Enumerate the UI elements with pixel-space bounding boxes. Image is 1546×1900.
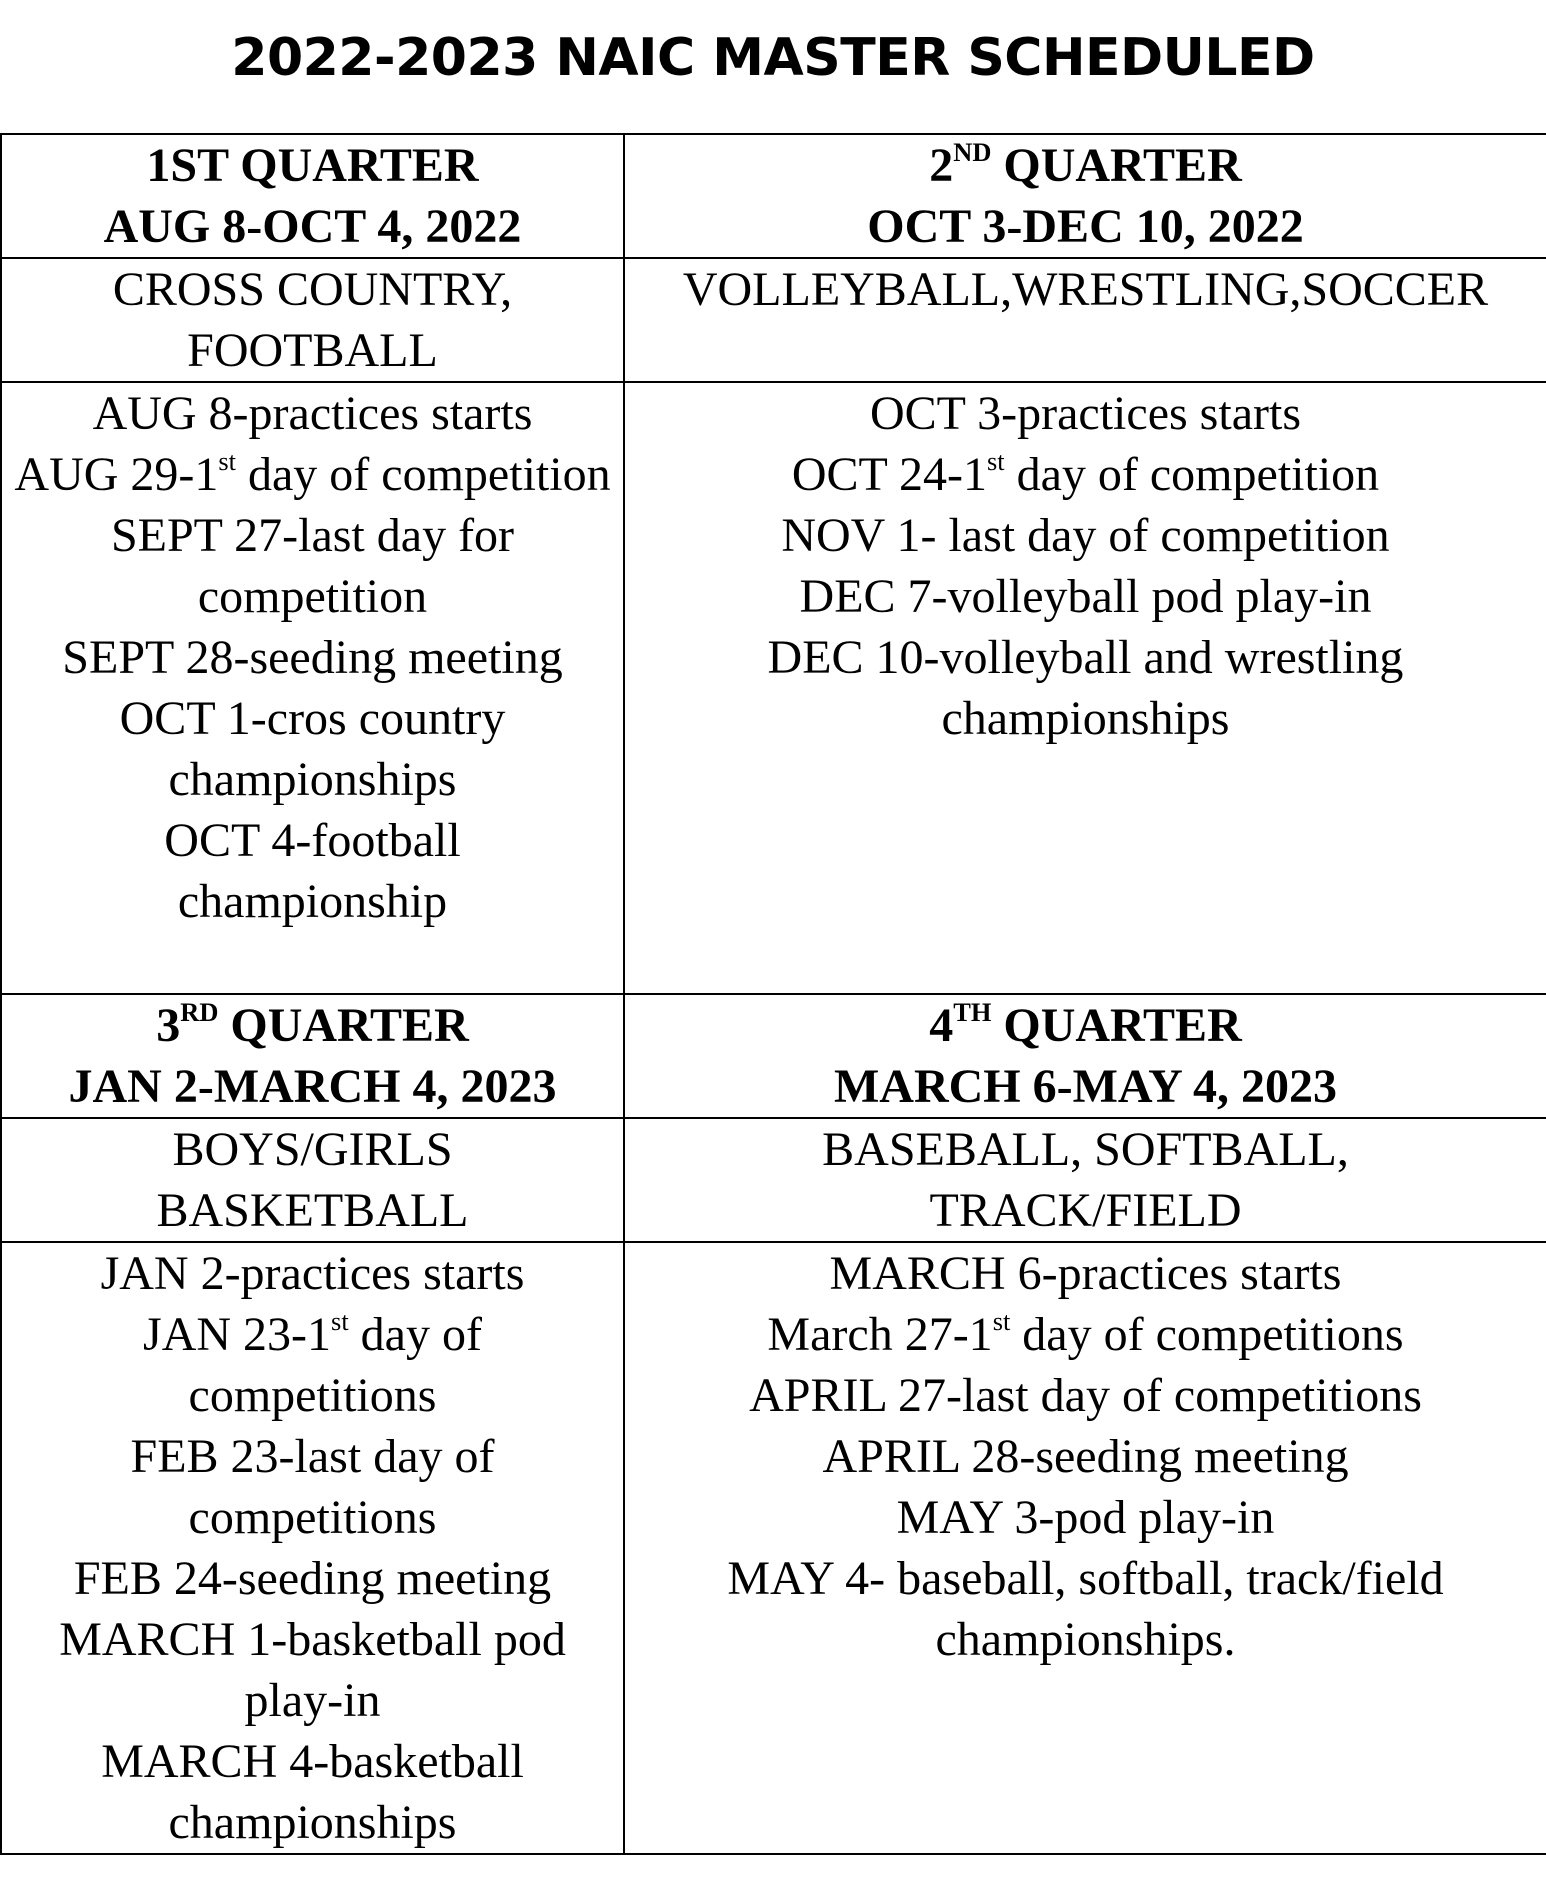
sports-text: BASEBALL, SOFTBALL, TRACK/FIELD [822,1123,1349,1237]
event-sup: st [992,1306,1011,1337]
event-item: DEC 7-volleyball pod play-in [799,570,1372,623]
quarter-label [631,135,1540,196]
event-item: AUG 8-practices starts [92,387,533,440]
quarter-sports-2 [624,258,1546,382]
event-item: APRIL 28-seeding meeting [822,1430,1349,1483]
event-item [631,1304,1540,1365]
event-sup: st [986,446,1005,477]
event-text: day of competition [236,448,611,501]
quarter-ordinal: 4 [929,999,954,1052]
event-item: OCT 3-practices starts [870,387,1301,440]
quarter-dates: MARCH 6-MAY 4, 2023 [833,1060,1338,1113]
event-sup: st [218,446,236,477]
quarter-word: QUARTER [1003,139,1242,192]
table-row [1,258,1546,382]
event-text: March 27-1 [767,1308,993,1361]
schedule-table [0,133,1546,1855]
event-item: MAY 3-pod play-in [896,1491,1275,1544]
event-text: day of competition [1004,448,1380,501]
quarter-ordinal: 1 [146,139,171,192]
event-item [631,444,1540,505]
quarter-word: QUARTER [230,999,469,1052]
event-item: OCT 4-football championship [164,814,461,928]
event-item: NOV 1- last day of competition [781,509,1390,562]
event-text: OCT 24-1 [791,448,987,501]
quarter-ordinal: 2 [929,139,954,192]
quarter-header-3 [1,994,624,1118]
sports-text: CROSS COUNTRY, FOOTBALL [112,263,513,377]
quarter-label [8,995,617,1056]
quarter-dates: JAN 2-MARCH 4, 2023 [68,1060,557,1113]
event-text: day of competitions [1010,1308,1404,1361]
quarter-word: QUARTER [240,139,479,192]
quarter-header-2 [624,134,1546,258]
event-item: JAN 2-practices starts [100,1247,525,1300]
quarter-suffix: ND [953,137,992,168]
event-item: MARCH 1-basketball pod play-in [59,1613,566,1727]
sports-text: VOLLEYBALL,WRESTLING,SOCCER [682,263,1489,316]
quarter-dates: AUG 8-OCT 4, 2022 [103,200,522,253]
table-row [1,134,1546,258]
quarter-word: QUARTER [1003,999,1242,1052]
quarter-events-2 [624,382,1546,994]
event-item: APRIL 27-last day of competitions [749,1369,1422,1422]
event-sup: st [331,1306,349,1337]
table-row [1,382,1546,994]
page-title: 2022-2023 NAIC MASTER SCHEDULED [231,28,1315,88]
event-item: FEB 24-seeding meeting [73,1552,552,1605]
table-row [1,994,1546,1118]
table-row [1,1242,1546,1854]
table-row [1,1118,1546,1242]
event-item: OCT 1-cros country championships [119,692,506,806]
event-item: MARCH 4-basketball championships [101,1735,524,1849]
event-text: AUG 29-1 [14,448,219,501]
quarter-suffix: ST [170,139,229,192]
event-item: FEB 23-last day of competitions [130,1430,495,1544]
quarter-ordinal: 3 [156,999,181,1052]
event-item: SEPT 27-last day for competition [110,509,515,623]
quarter-dates: OCT 3-DEC 10, 2022 [867,200,1304,253]
quarter-sports-1 [1,258,624,382]
event-item: DEC 10-volleyball and wrestling championships [767,631,1404,745]
quarter-sports-4 [624,1118,1546,1242]
quarter-events-4 [624,1242,1546,1854]
quarter-label [8,135,617,196]
quarter-sports-3 [1,1118,624,1242]
event-item [8,1304,617,1426]
event-item: SEPT 28-seeding meeting [62,631,563,684]
quarter-events-1 [1,382,624,994]
quarter-events-3 [1,1242,624,1854]
event-text: day of competitions [188,1308,482,1422]
event-text: JAN 23-1 [143,1308,332,1361]
event-item: MARCH 6-practices starts [829,1247,1342,1300]
quarter-header-4 [624,994,1546,1118]
quarter-label [631,995,1540,1056]
event-item [8,444,617,505]
sports-text: BOYS/GIRLS BASKETBALL [156,1123,469,1237]
quarter-suffix: RD [180,997,219,1028]
quarter-suffix: TH [953,997,992,1028]
event-item: MAY 4- baseball, softball, track/field championships. [727,1552,1444,1666]
quarter-header-1 [1,134,624,258]
